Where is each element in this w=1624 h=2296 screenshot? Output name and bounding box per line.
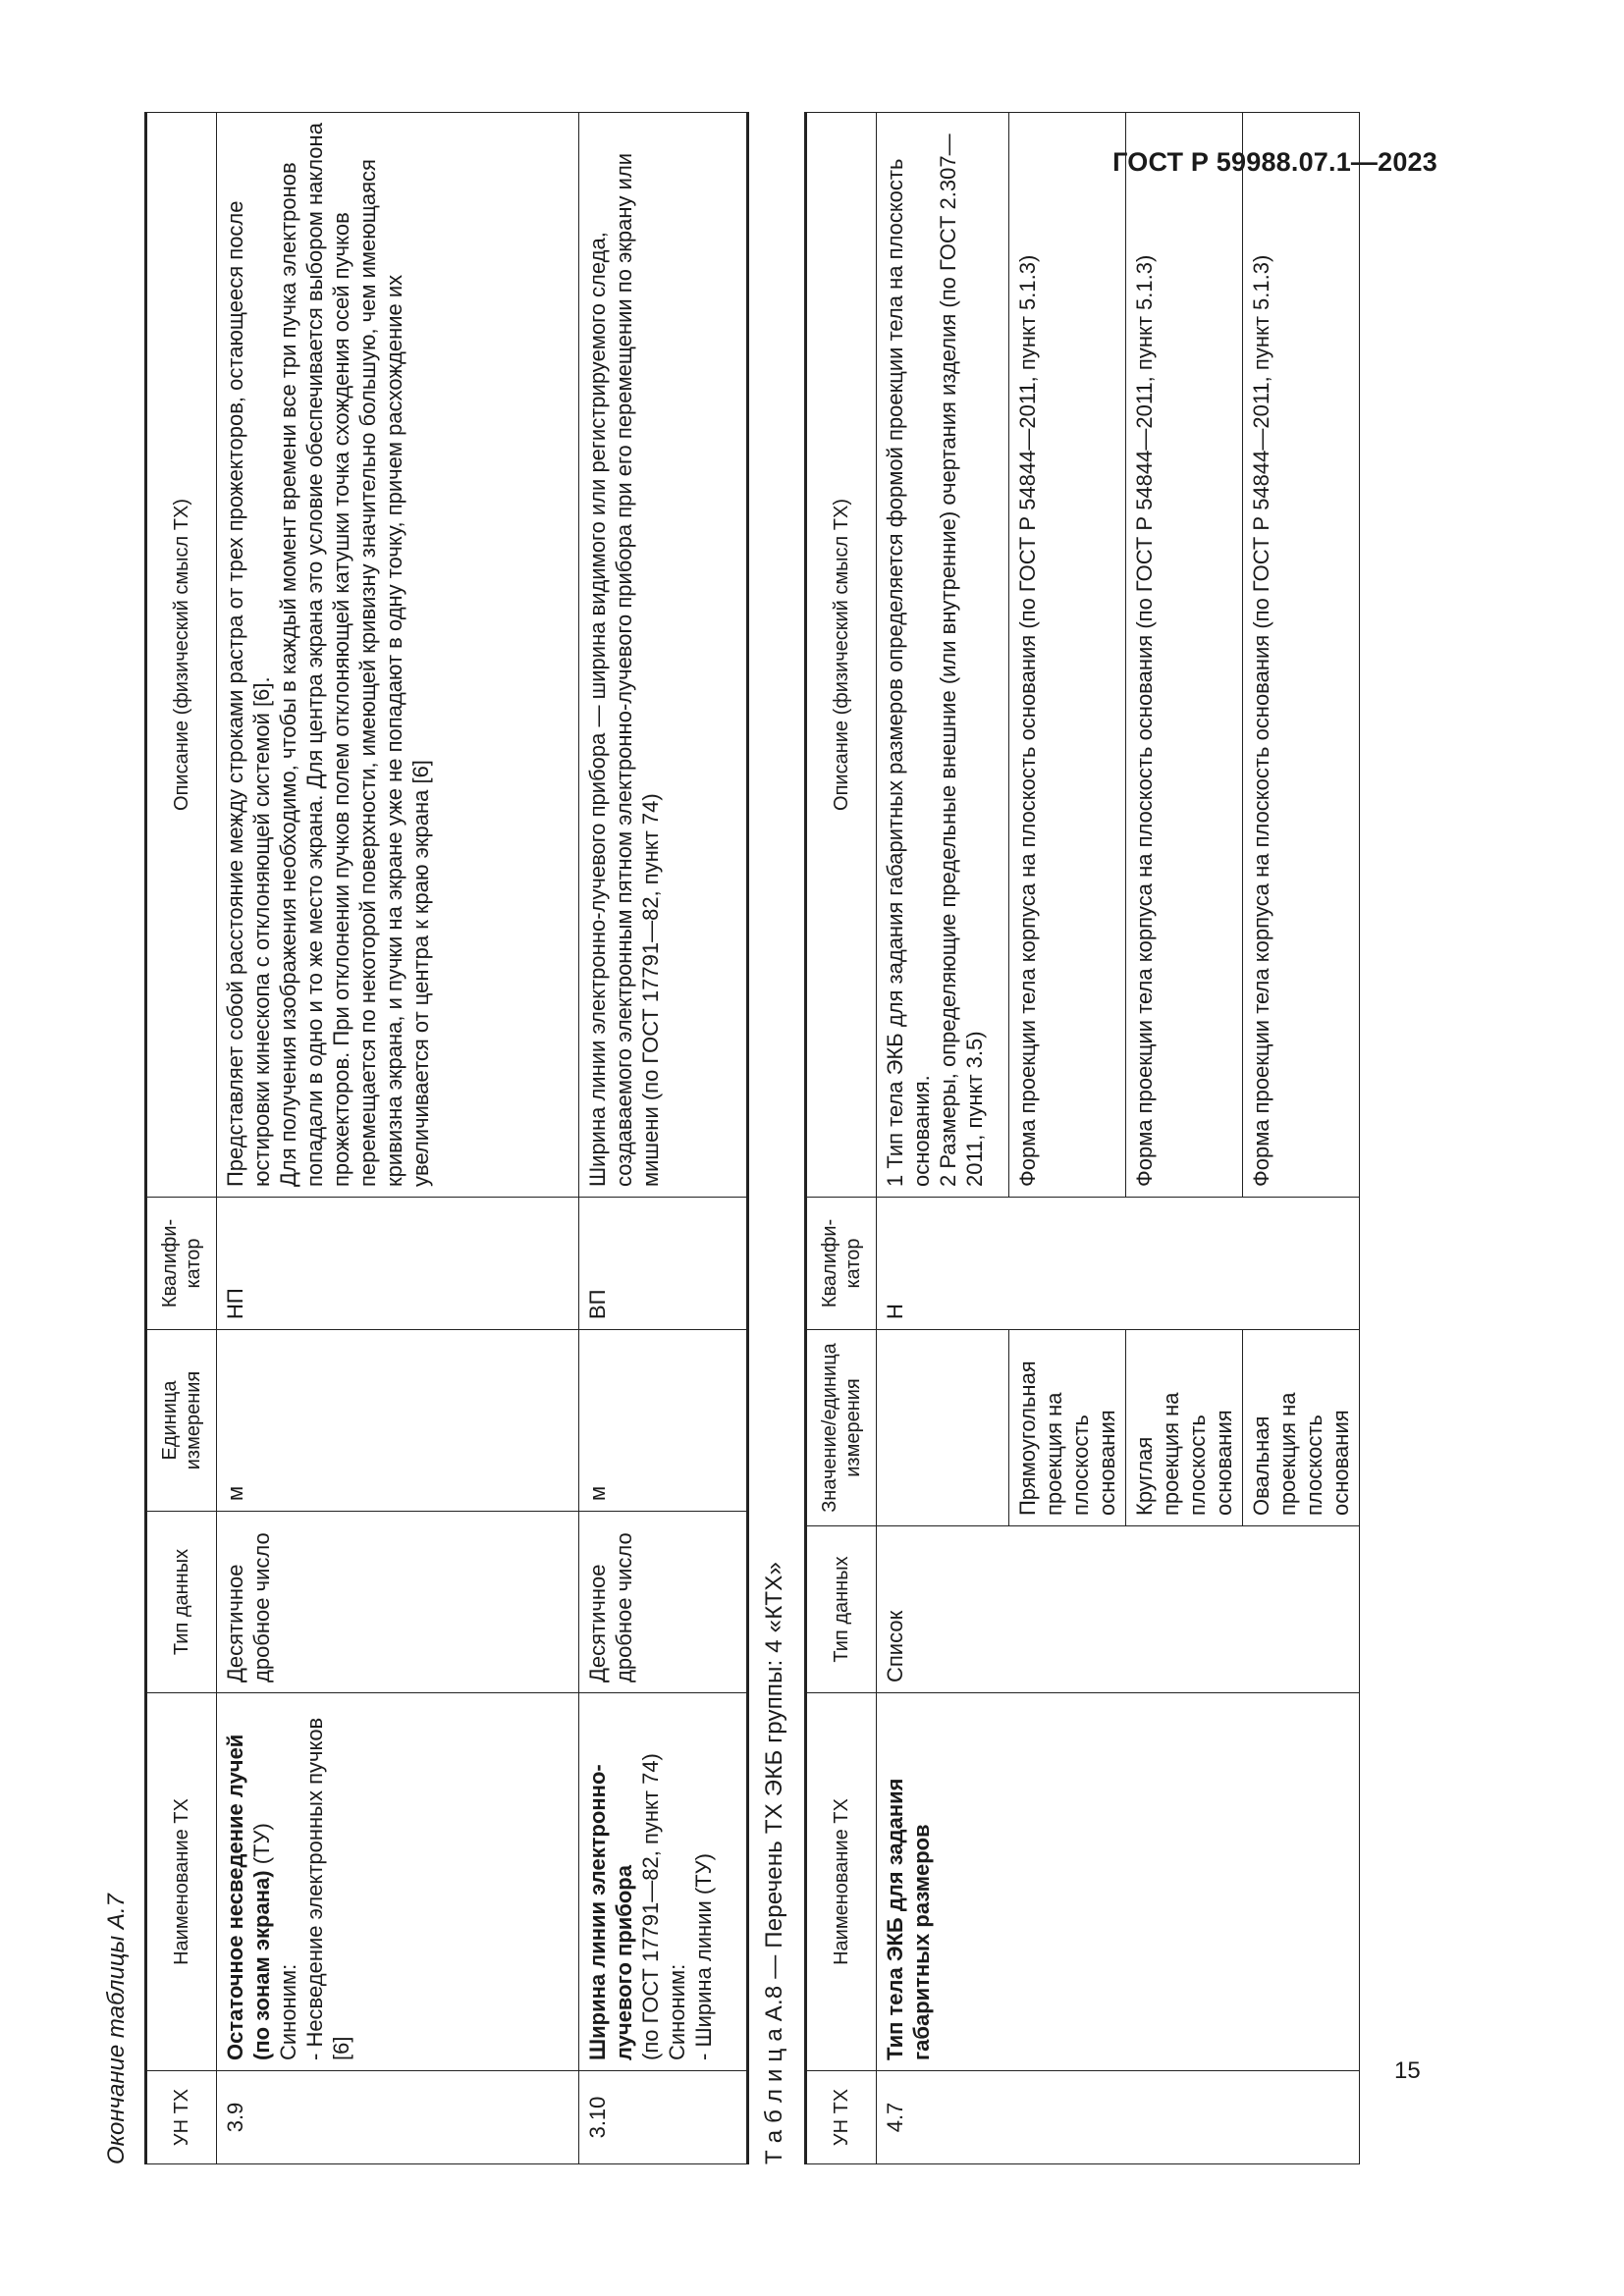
cell-name <box>877 1693 1360 2071</box>
cell-type-empty <box>1009 1526 1126 1693</box>
cell-description: 1 Тип тела ЭКБ для задания габаритных размеров определяется формой проекции тела на плоскость основания. 2 Размеры, определяющие предельные внешние (или внутренние) очертания изделия (по ГОСТ 2.307—2011, пункт 3.5) <box>877 113 1009 1198</box>
table-a8 <box>804 112 1360 2164</box>
name-bold: Тип тела ЭКБ для задания габаритных размеров <box>883 1778 934 2060</box>
page-number: 15 <box>1394 2057 1421 2084</box>
standard-header: ГОСТ Р 59988.07.1—2023 <box>1112 147 1437 177</box>
table-a7-caption: Окончание таблицы А.7 <box>103 1894 130 2164</box>
table-a7 <box>144 112 749 2164</box>
col-header-id: УН ТХ <box>806 2071 877 2164</box>
cell-id: 3.9 <box>217 2071 579 2164</box>
caption-rest: А.8 — Перечень ТХ ЭКБ группы: 4 «КТХ» <box>761 1561 787 2029</box>
cell-description: Форма проекции тела корпуса на плоскость основания (по ГОСТ Р 54844—2011, пункт 5.1.3) <box>1126 113 1243 1198</box>
col-header-name: Наименование ТХ <box>146 1693 217 2071</box>
cell-qualifier: ВП <box>579 1198 748 1330</box>
col-header-name: Наименование ТХ <box>806 1693 877 2071</box>
cell-name <box>579 1693 748 2071</box>
table-row <box>579 113 748 2164</box>
col-header-unit: Единица измерения <box>146 1330 217 1512</box>
cell-value: Прямоугольная проекция на плоскость основания <box>1009 1330 1126 1526</box>
col-header-description: Описание (физический смысл ТХ) <box>806 113 877 1198</box>
cell-name <box>217 1693 579 2071</box>
col-header-description: Описание (физический смысл ТХ) <box>146 113 217 1198</box>
col-header-type: Тип данных <box>806 1526 877 1693</box>
cell-description: Форма проекции тела корпуса на плоскость основания (по ГОСТ Р 54844—2011, пункт 5.1.3) <box>1243 113 1360 1198</box>
table-row <box>217 113 579 2164</box>
name-suffix: (ТУ) <box>249 1823 274 1871</box>
cell-qualifier: НП <box>217 1198 579 1330</box>
cell-type-empty <box>1126 1526 1243 1693</box>
cell-description: Представляет собой расстояние между строками растра от трех прожекторов, остающееся после юстировки кинескопа с отклоняющей системой [6]. Для получения изображения необходимо, чтобы в каждый момент времени все три пучка электронов попадали в одно и то же место экрана. Для центра экрана это условие обеспечивается выбором наклона прожекторов. При отклонении пучков полем отклоняющей катушки точка схождения осей пучков перемещается по некоторой поверхности, имеющей кривизну значительно большую, чем имеющаяся кривизна экрана, и пучки на экране уже не попадают в одну точку, причем расхождение их увеличивается от центра к краю экрана [6] <box>217 113 579 1198</box>
cell-id: 4.7 <box>877 2071 1360 2164</box>
name-rest: Синоним: - Несведение электронных пучков [6] <box>276 1717 353 2060</box>
cell-type: Список <box>877 1526 1009 1693</box>
cell-value <box>877 1330 1009 1526</box>
cell-type: Десятичное дробное число <box>579 1512 748 1693</box>
name-rest: (по ГОСТ 17791—82, пункт 74) Синоним: - Ширина линии (ТУ) <box>638 1753 716 2060</box>
col-header-qualifier: Квалифи-катор <box>146 1198 217 1330</box>
cell-value: Овальная проекция на плоскость основания <box>1243 1330 1360 1526</box>
name-bold: Ширина линии электронно-лучевого прибора <box>585 1764 636 2060</box>
table-a7-header-row <box>146 113 217 2164</box>
table-a8-header-row <box>806 113 877 2164</box>
caption-prefix: Т а б л и ц а <box>761 2028 787 2164</box>
rotated-page-content <box>103 113 1389 2164</box>
col-header-value: Значение/единица измерения <box>806 1330 877 1526</box>
cell-type: Десятичное дробное число <box>217 1512 579 1693</box>
cell-value: Круглая проекция на плоскость основания <box>1126 1330 1243 1526</box>
cell-qualifier: Н <box>877 1198 1360 1330</box>
cell-type-empty <box>1243 1526 1360 1693</box>
col-header-qualifier: Квалифи-катор <box>806 1198 877 1330</box>
table-row <box>877 113 1009 2164</box>
cell-id: 3.10 <box>579 2071 748 2164</box>
col-header-type: Тип данных <box>146 1512 217 1693</box>
cell-unit: м <box>217 1330 579 1512</box>
cell-unit: м <box>579 1330 748 1512</box>
table-a8-caption <box>761 113 804 2164</box>
cell-description: Форма проекции тела корпуса на плоскость основания (по ГОСТ Р 54844—2011, пункт 5.1.3) <box>1009 113 1126 1198</box>
cell-description: Ширина линии электронно-лучевого прибора — ширина видимого или регистрируемого следа, создаваемого электронным пятном электронно-лучевого прибора при его перемещении по экрану или мишени (по ГОСТ 17791—82, пункт 74) <box>579 113 748 1198</box>
col-header-id: УН ТХ <box>146 2071 217 2164</box>
name-bold: Остаточное несведение лучей (по зонам экрана) <box>223 1734 274 2060</box>
